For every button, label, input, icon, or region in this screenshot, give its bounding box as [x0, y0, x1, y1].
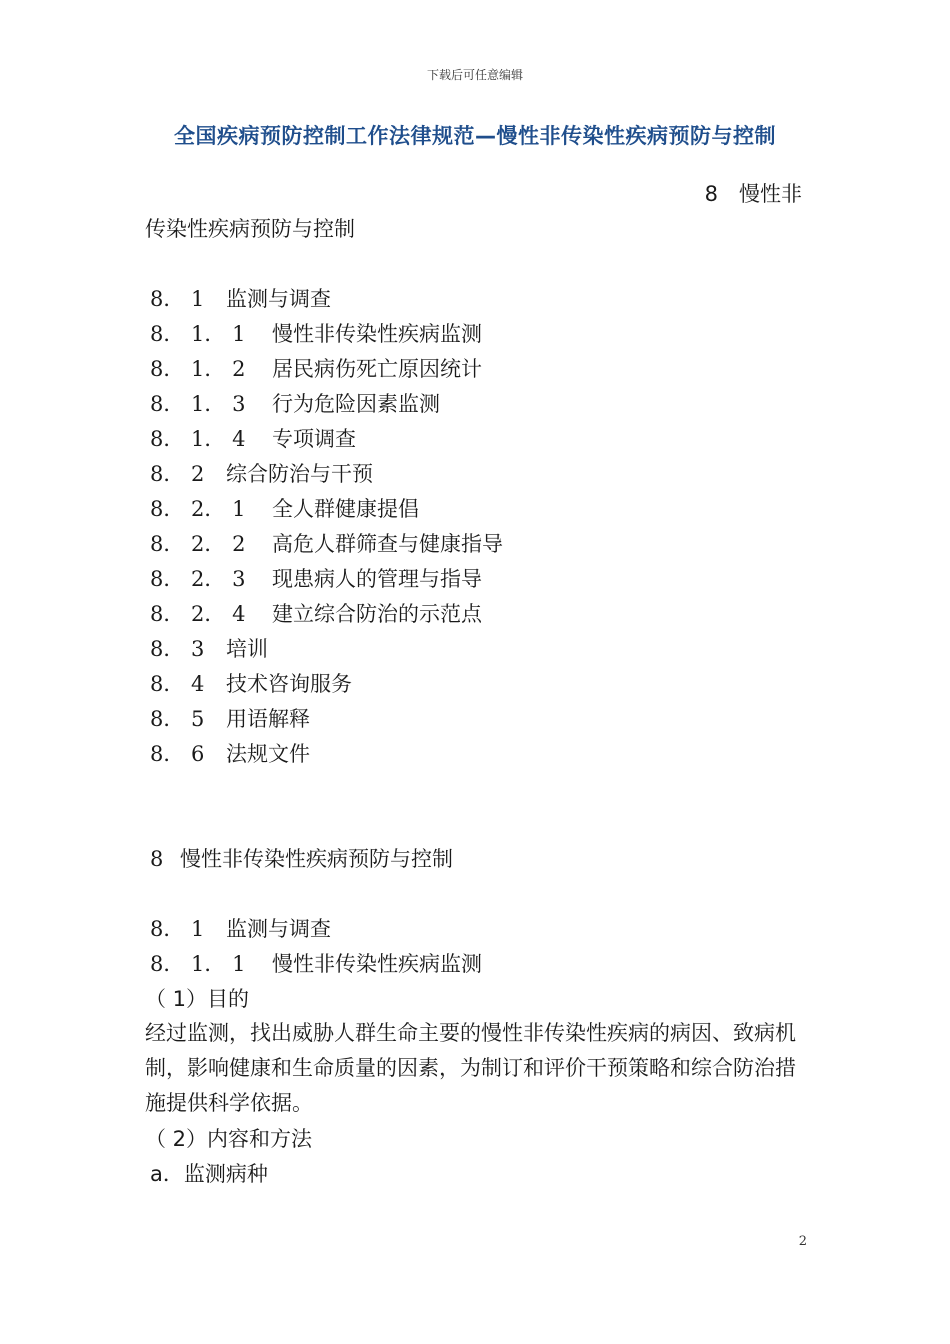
toc-number: 8． 5: [150, 707, 205, 731]
item2-label: （ 2）内容和方法: [145, 1127, 313, 1151]
toc-item: [150, 600, 482, 628]
document-title: 全国疾病预防控制工作法律规范—慢性非传染性疾病预防与控制: [174, 124, 776, 148]
toc-number: 8． 2． 3: [150, 567, 246, 591]
toc-number: 8． 1． 2: [150, 357, 246, 381]
toc-text: 专项调查: [272, 427, 356, 451]
chapter-heading-line2: 传染性疾病预防与控制: [145, 217, 355, 241]
toc-number: 8． 4: [150, 672, 205, 696]
toc-text: 高危人群筛查与健康指导: [272, 532, 503, 556]
subsection-heading: [150, 950, 482, 978]
header-note: 下载后可任意编辑: [426, 68, 523, 82]
toc-text: 行为危险因素监测: [272, 392, 440, 416]
chapter-number: 8: [150, 847, 164, 871]
chapter-heading-line1: 8 慢性非: [704, 182, 802, 206]
toc-number: 8． 1． 1: [150, 322, 246, 346]
toc-number: 8． 2． 1: [150, 497, 246, 521]
toc-number: 8． 2: [150, 462, 205, 486]
page-number: 2: [798, 1234, 807, 1249]
section-title: 监测与调查: [226, 917, 331, 941]
toc-item: [150, 530, 503, 558]
toc-text: 现患病人的管理与指导: [272, 567, 482, 591]
toc-number: 8． 2． 2: [150, 532, 246, 556]
toc-number: 8． 1． 3: [150, 392, 246, 416]
toc-text: 全人群健康提倡: [272, 497, 419, 521]
toc-item: [150, 390, 440, 418]
toc-item: [150, 460, 373, 488]
toc-number: 8． 2． 4: [150, 602, 246, 626]
toc-item: [150, 670, 352, 698]
toc-item: [150, 635, 268, 663]
item1-paragraph: 经过监测，找出威胁人群生命主要的慢性非传染性疾病的病因、致病机制，影响健康和生命质量的因素，为制订和评价干预策略和综合防治措施提供科学依据。: [145, 1021, 796, 1115]
chapter-title: 慢性非传染性疾病预防与控制: [180, 847, 453, 871]
toc-text: 用语解释: [226, 707, 310, 731]
toc-number: 8． 3: [150, 637, 205, 661]
toc-text: 监测与调查: [226, 287, 331, 311]
toc-item: [150, 320, 482, 348]
toc-number: 8． 6: [150, 742, 205, 766]
toc-text: 建立综合防治的示范点: [272, 602, 482, 626]
chapter-heading: [150, 845, 453, 873]
toc-item: [150, 285, 331, 313]
toc-number: 8． 1: [150, 287, 205, 311]
section-heading: [150, 915, 331, 943]
item1-label: （ 1）目的: [145, 987, 250, 1011]
toc-item: [150, 705, 310, 733]
toc-number: 8． 1． 4: [150, 427, 246, 451]
toc-item: [150, 565, 482, 593]
toc-text: 技术咨询服务: [226, 672, 352, 696]
toc-item: [150, 425, 356, 453]
toc-text: 慢性非传染性疾病监测: [272, 322, 482, 346]
toc-item: [150, 740, 310, 768]
subsection-number: 8． 1． 1: [150, 952, 246, 976]
subsection-title: 慢性非传染性疾病监测: [272, 952, 482, 976]
toc-text: 综合防治与干预: [226, 462, 373, 486]
toc-item: [150, 495, 419, 523]
toc-item: [150, 355, 482, 383]
toc-text: 法规文件: [226, 742, 310, 766]
item2-subitem: a．监测病种: [150, 1162, 268, 1186]
section-number: 8． 1: [150, 917, 205, 941]
toc-text: 居民病伤死亡原因统计: [272, 357, 482, 381]
toc-text: 培训: [226, 637, 268, 661]
